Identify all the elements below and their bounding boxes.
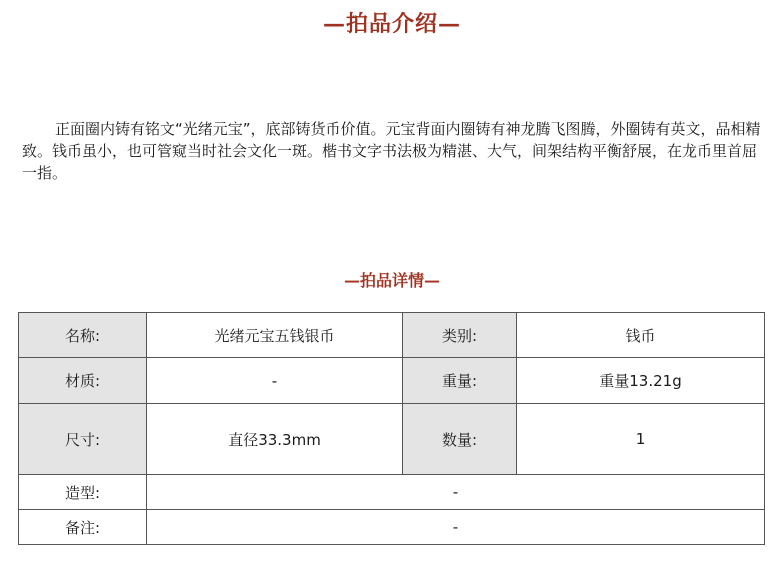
table-row	[19, 475, 765, 510]
material-value: -	[147, 358, 403, 404]
shape-label: 造型:	[19, 475, 147, 510]
details-section-title: —拍品详情—	[343, 271, 440, 290]
category-value: 钱币	[517, 313, 765, 358]
material-label: 材质:	[19, 358, 147, 404]
quantity-label: 数量:	[403, 404, 517, 475]
intro-section-title: —拍品介绍—	[322, 11, 461, 37]
note-label: 备注:	[19, 510, 147, 545]
table-row	[19, 358, 765, 404]
category-label: 类别:	[403, 313, 517, 358]
table-row	[19, 313, 765, 358]
name-value: 光绪元宝五钱银币	[147, 313, 403, 358]
size-value: 直径33.3mm	[147, 404, 403, 475]
intro-paragraph: 正面圈内铸有铭文“光绪元宝”，底部铸货币价值。元宝背面内圈铸有神龙腾飞图腾，外圈铸有英文，品相精致。钱币虽小，也可管窥当时社会文化一斑。楷书文字书法极为精湛、大气，间架结构平衡舒展，在龙币里首屈一指。	[22, 120, 761, 182]
weight-value: 重量13.21g	[517, 358, 765, 404]
shape-value: -	[147, 475, 765, 510]
details-table	[18, 312, 765, 545]
weight-label: 重量:	[403, 358, 517, 404]
name-label: 名称:	[19, 313, 147, 358]
note-value: -	[147, 510, 765, 545]
quantity-value: 1	[517, 404, 765, 475]
size-label: 尺寸:	[19, 404, 147, 475]
table-row	[19, 404, 765, 475]
table-row	[19, 510, 765, 545]
